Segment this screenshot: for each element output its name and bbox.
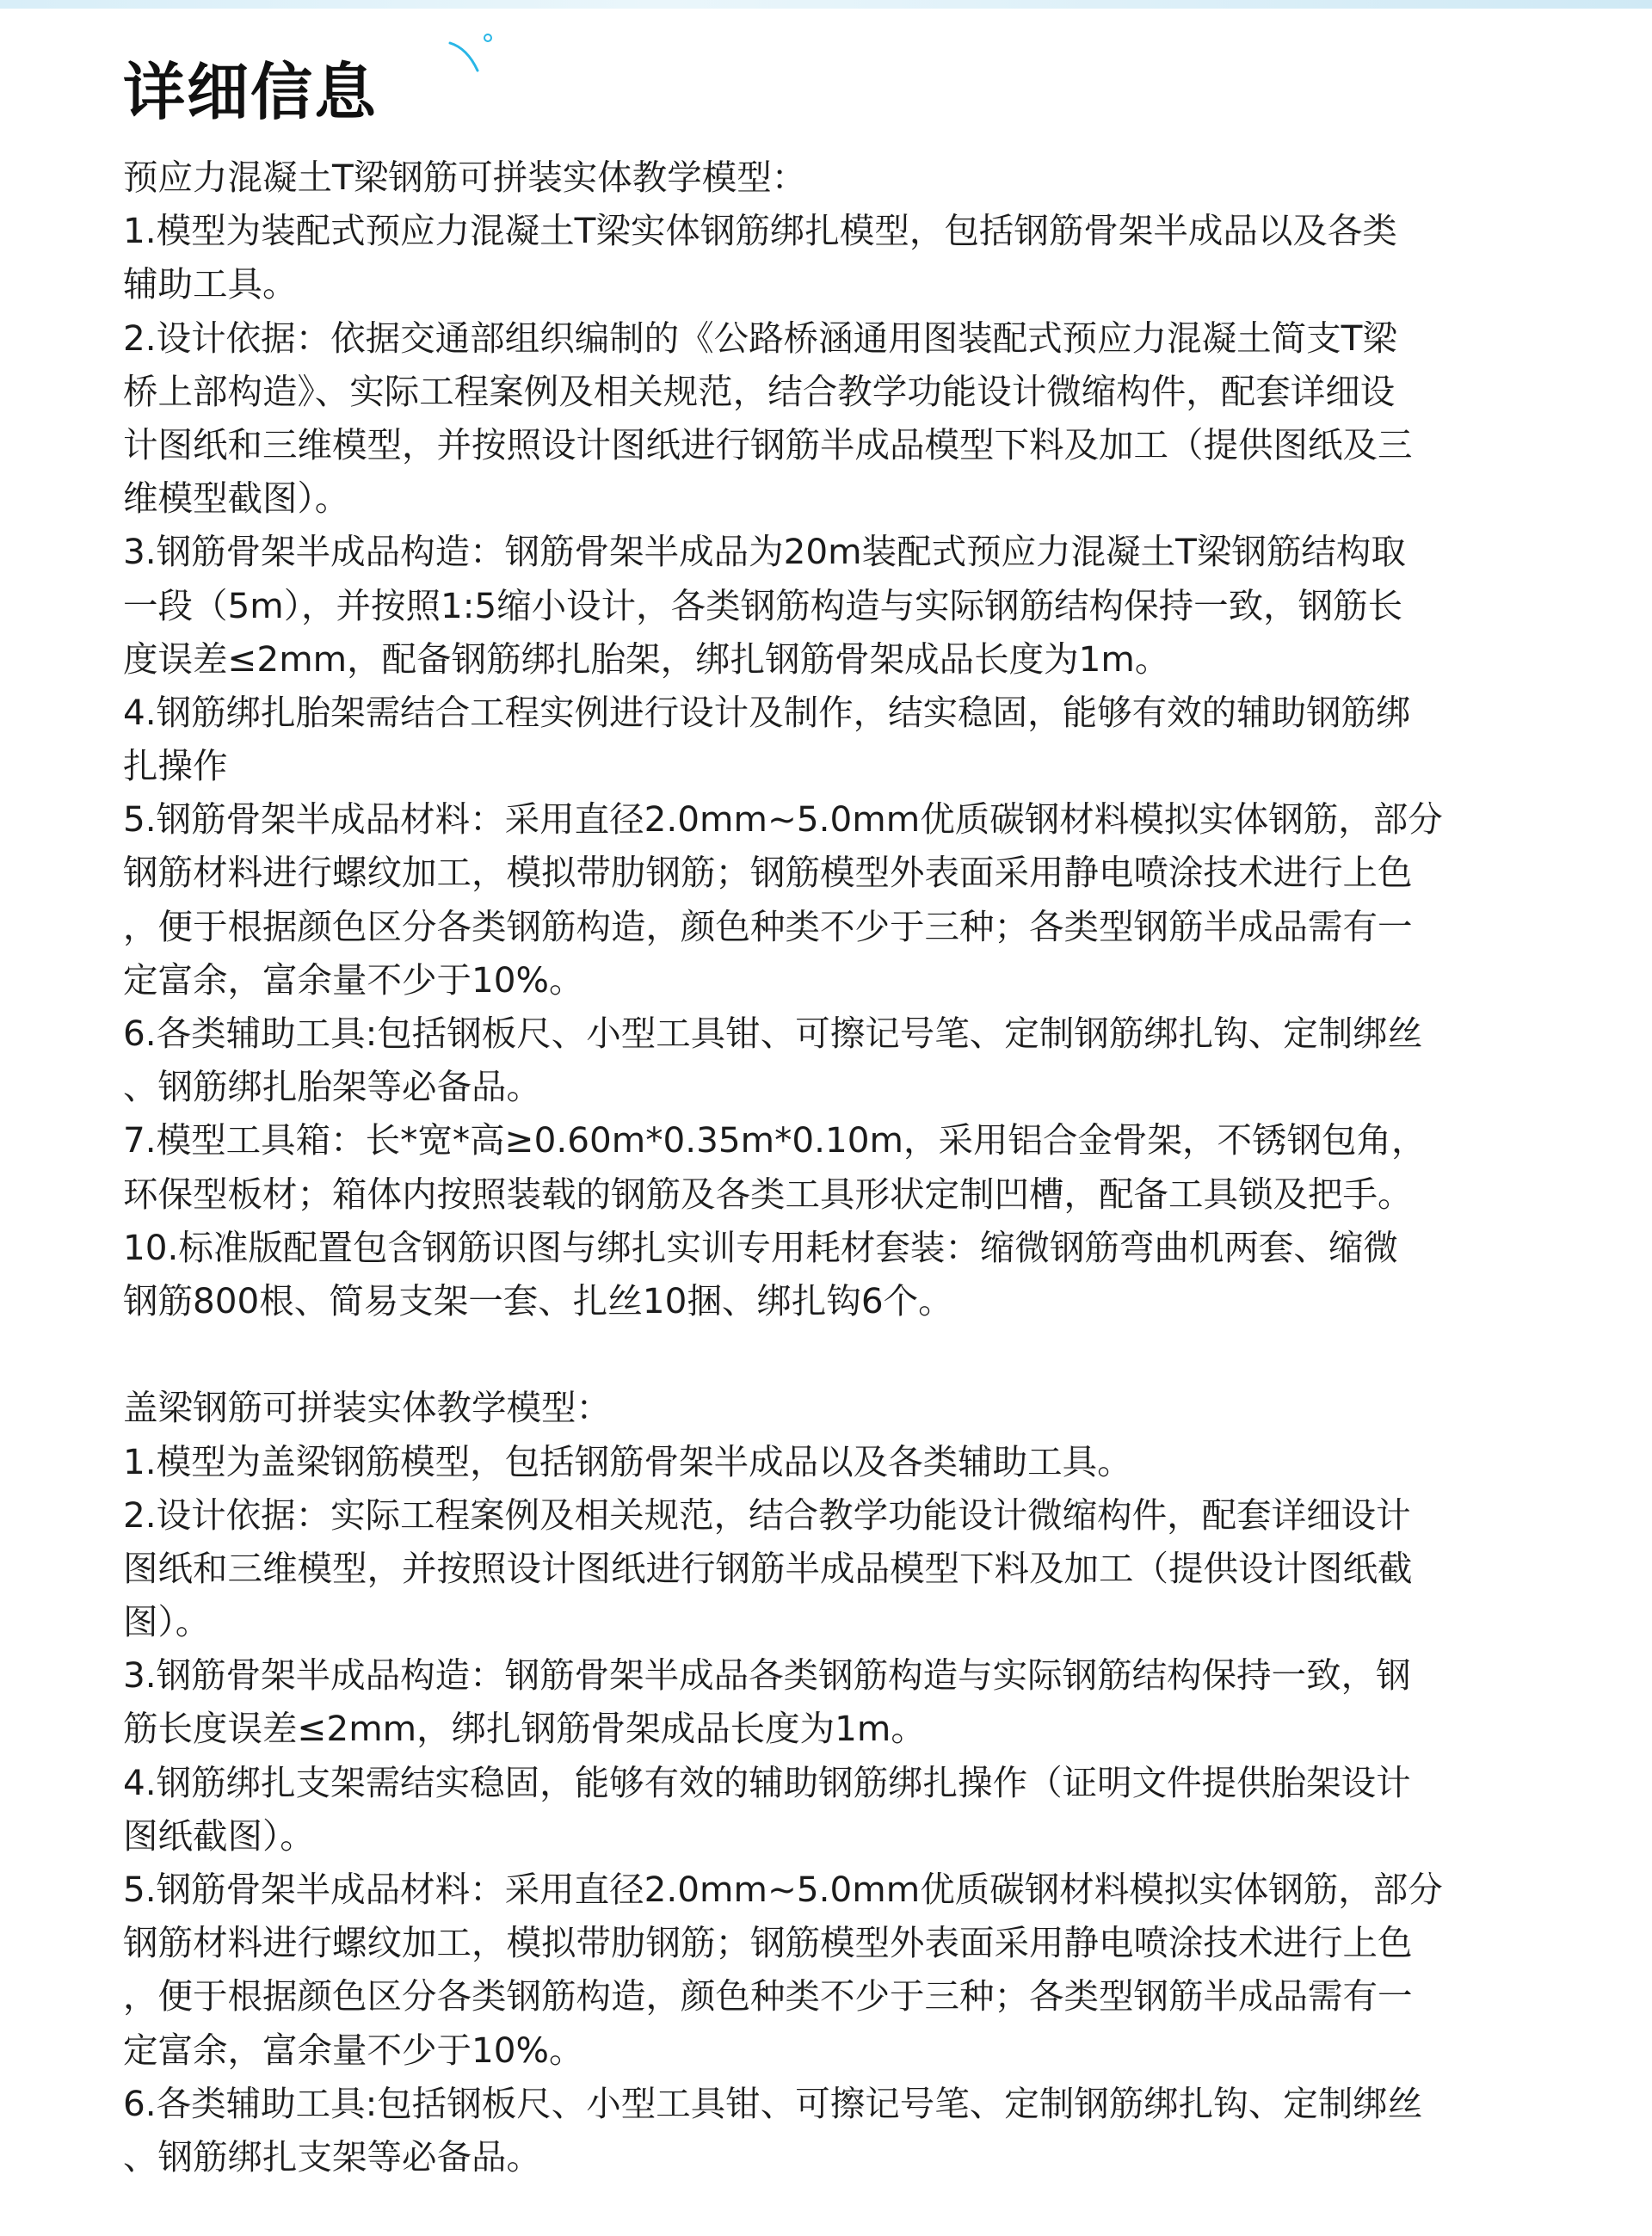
text-line: 图纸截图）。 — [123, 1814, 315, 1857]
text-line: 4.钢筋绑扎胎架需结合工程实例进行设计及制作，结实稳固，能够有效的辅助钢筋绑 — [123, 691, 1411, 733]
text-line: 盖梁钢筋可拼装实体教学模型： — [123, 1387, 611, 1429]
text-line: 3.钢筋骨架半成品构造：钢筋骨架半成品为20m装配式预应力混凝土T梁钢筋结构取 — [123, 531, 1406, 573]
text-line: 桥上部构造》、实际工程案例及相关规范，结合教学功能设计微缩构件，配套详细设 — [123, 370, 1396, 412]
text-line: ，便于根据颜色区分各类钢筋构造，颜色种类不少于三种；各类型钢筋半成品需有一 — [123, 905, 1413, 947]
text-line: 5.钢筋骨架半成品材料：采用直径2.0mm~5.0mm优质碳钢材料模拟实体钢筋，部分 — [123, 1869, 1443, 1910]
text-line: 辅助工具。 — [123, 263, 298, 305]
text-line: 维模型截图）。 — [123, 477, 350, 520]
text-line: 10.标准版配置包含钢筋识图与绑扎实训专用耗材套装：缩微钢筋弯曲机两套、缩微 — [123, 1226, 1398, 1268]
text-line: 预应力混凝土T梁钢筋可拼装实体教学模型： — [123, 157, 807, 198]
text-line: 7.模型工具箱：长*宽*高≥0.60m*0.35m*0.10m，采用铝合金骨架，不锈钢包角， — [123, 1119, 1427, 1161]
text-line: 计图纸和三维模型，并按照设计图纸进行钢筋半成品模型下料及加工（提供图纸及三 — [123, 423, 1413, 465]
text-line: 、钢筋绑扎支架等必备品。 — [123, 2135, 541, 2177]
text-line: 6.各类辅助工具:包括钢板尺、小型工具钳、可擦记号笔、定制钢筋绑扎钩、定制绑丝 — [123, 2082, 1423, 2124]
top-decoration-band — [0, 0, 1652, 9]
text-line: 、钢筋绑扎胎架等必备品。 — [123, 1066, 541, 1108]
arc-decoration-icon — [443, 26, 495, 77]
text-line: 钢筋材料进行螺纹加工，模拟带肋钢筋；钢筋模型外表面采用静电喷涂技术进行上色 — [123, 852, 1413, 894]
text-line: 定富余，富余量不少于10%。 — [123, 2029, 584, 2071]
detail-content — [123, 151, 1534, 2184]
text-line: 2.设计依据：实际工程案例及相关规范，结合教学功能设计微缩构件，配套详细设计 — [123, 1494, 1411, 1536]
text-line: 6.各类辅助工具:包括钢板尺、小型工具钳、可擦记号笔、定制钢筋绑扎钩、定制绑丝 — [123, 1013, 1423, 1054]
text-line: 一段（5m），并按照1:5缩小设计，各类钢筋构造与实际钢筋结构保持一致，钢筋长 — [123, 584, 1403, 626]
text-line: 5.钢筋骨架半成品材料：采用直径2.0mm~5.0mm优质碳钢材料模拟实体钢筋，部分 — [123, 798, 1443, 841]
text-line: 筋长度误差≤2mm，绑扎钢筋骨架成品长度为1m。 — [123, 1708, 926, 1750]
text-line: 定富余，富余量不少于10%。 — [123, 958, 584, 1001]
text-line: 度误差≤2mm，配备钢筋绑扎胎架，绑扎钢筋骨架成品长度为1m。 — [123, 638, 1170, 680]
text-line: 图纸和三维模型，并按照设计图纸进行钢筋半成品模型下料及加工（提供设计图纸截 — [123, 1547, 1413, 1589]
text-line: 2.设计依据：依据交通部组织编制的《公路桥涵通用图装配式预应力混凝土简支T梁 — [123, 317, 1397, 359]
paragraph-spacer — [123, 1327, 1534, 1381]
text-line: 1.模型为装配式预应力混凝土T梁实体钢筋绑扎模型，包括钢筋骨架半成品以及各类 — [123, 210, 1397, 252]
text-line: 扎操作 — [123, 745, 228, 787]
text-line: ，便于根据颜色区分各类钢筋构造，颜色种类不少于三种；各类型钢筋半成品需有一 — [123, 1975, 1413, 2017]
text-line: 4.钢筋绑扎支架需结实稳固，能够有效的辅助钢筋绑扎操作（证明文件提供胎架设计 — [123, 1761, 1411, 1803]
text-line: 1.模型为盖梁钢筋模型，包括钢筋骨架半成品以及各类辅助工具。 — [123, 1440, 1132, 1482]
text-line: 环保型板材；箱体内按照装载的钢筋及各类工具形状定制凹槽，配备工具锁及把手。 — [123, 1173, 1413, 1215]
text-line: 图）。 — [123, 1601, 211, 1643]
text-line: 钢筋800根、简易支架一套、扎丝10捆、绑扎钩6个。 — [123, 1279, 953, 1321]
page-title: 详细信息 — [123, 56, 379, 128]
text-line: 3.钢筋骨架半成品构造：钢筋骨架半成品各类钢筋构造与实际钢筋结构保持一致，钢 — [123, 1654, 1411, 1697]
text-line: 钢筋材料进行螺纹加工，模拟带肋钢筋；钢筋模型外表面采用静电喷涂技术进行上色 — [123, 1922, 1413, 1964]
